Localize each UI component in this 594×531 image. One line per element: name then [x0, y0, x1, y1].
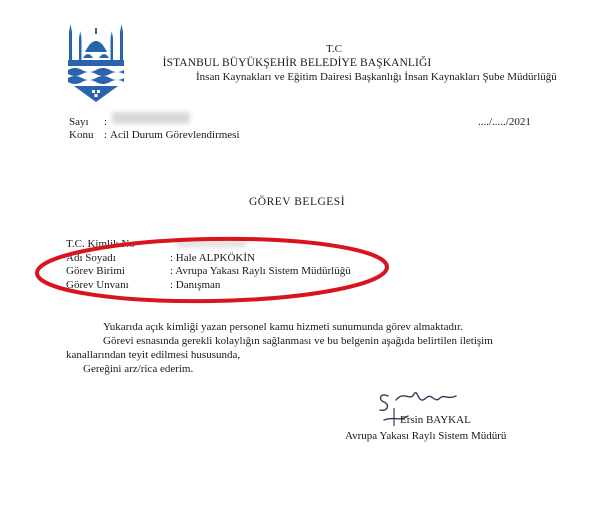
institution-title: İSTANBUL BÜYÜKŞEHİR BELEDİYE BAŞKANLIĞI: [162, 57, 432, 69]
field-label-title: Görev Unvanı: [66, 279, 129, 291]
field-value-unit: : Avrupa Yakası Raylı Sistem Müdürlüğü: [170, 265, 351, 277]
sayi-colon: :: [104, 116, 108, 128]
signatory-title: Avrupa Yakası Raylı Sistem Müdürü: [345, 430, 507, 442]
document-title: GÖREV BELGESİ: [248, 196, 346, 208]
body-paragraph-2: Görevi esnasında gerekli kolaylığın sağlanması ve bu belgenin aşağıda belirtilen iletişim: [103, 335, 493, 347]
konu-value: Acil Durum Görevlendirmesi: [110, 129, 240, 141]
sayi-label: Sayı: [69, 116, 89, 128]
header-tc: T.C: [326, 43, 342, 55]
field-label-tc: T.C. Kimlik No: [66, 238, 135, 250]
body-paragraph-1: Yukarıda açık kimliği yazan personel kamu hizmeti sunumunda görev almaktadır.: [103, 321, 463, 333]
konu-label: Konu: [69, 129, 94, 141]
redacted-number: [112, 112, 190, 124]
field-value-name: : Hale ALPKÖKİN: [170, 252, 255, 264]
redacted-id-number: [176, 238, 246, 248]
department-subtitle: İnsan Kaynakları ve Eğitim Dairesi Başkanlığı İnsan Kaynakları Şube Müdürlüğü: [196, 71, 557, 83]
field-value-title: : Danışman: [170, 279, 221, 291]
body-paragraph-3: kanallarından teyit edilmesi hususunda,: [66, 349, 241, 361]
konu-colon: :: [104, 129, 108, 141]
field-label-unit: Görev Birimi: [66, 265, 125, 277]
body-paragraph-4: Gereğini arz/rica ederim.: [83, 363, 194, 375]
document-date: ..../...../2021: [478, 116, 531, 128]
signatory-name: Ersin BAYKAL: [400, 414, 471, 426]
field-label-name: Adı Soyadı: [66, 252, 116, 264]
